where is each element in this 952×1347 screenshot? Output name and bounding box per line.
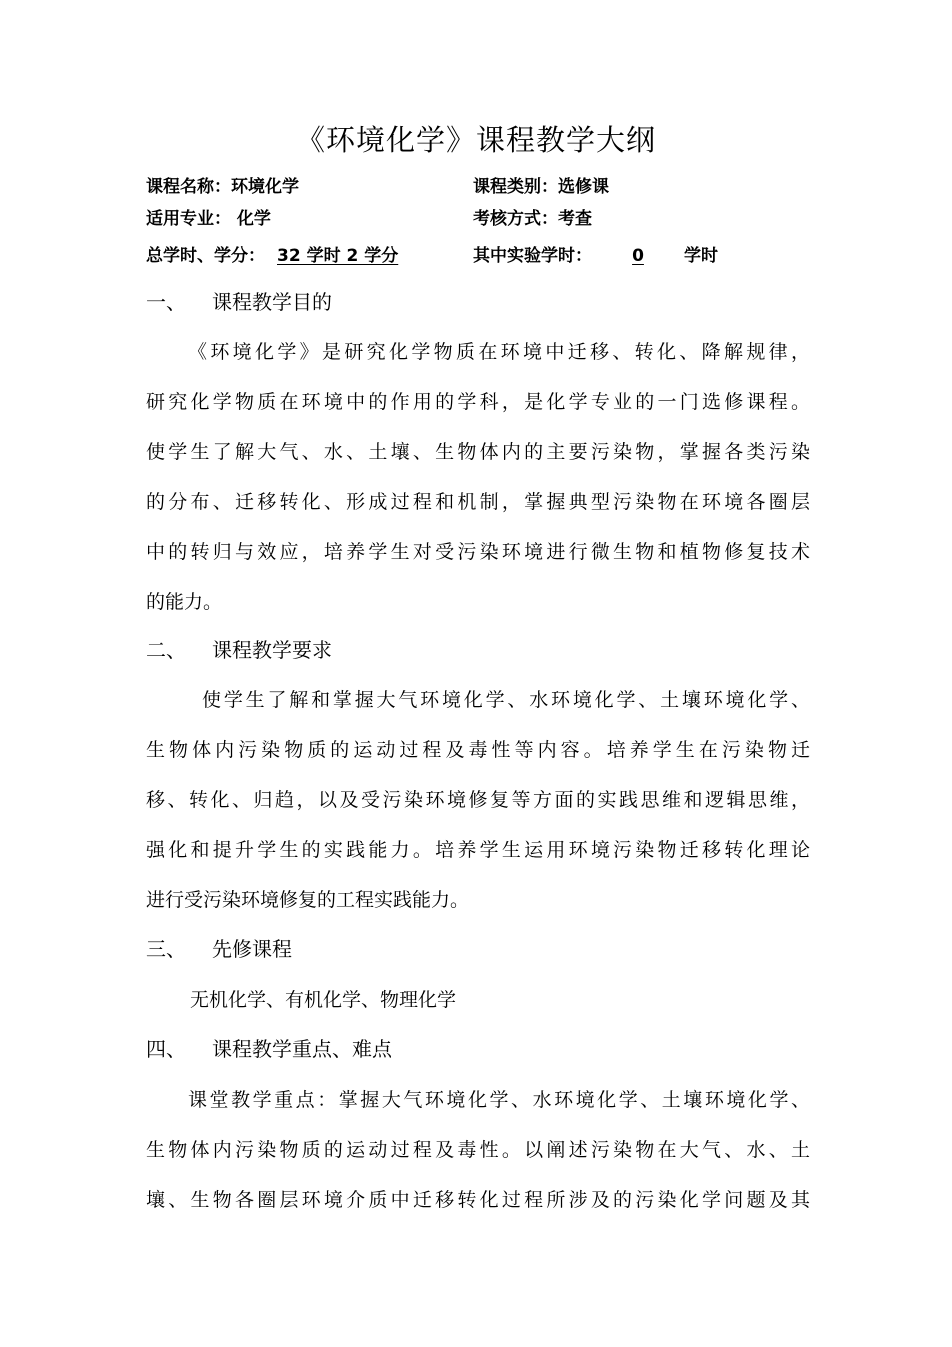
paragraph-line: 的能力。 [146,591,223,613]
section-number: 一、 [146,290,186,314]
paragraph-line: 生物体内污染物质的运动过程及毒性等内容。培养学生在污染物迁 [146,739,810,761]
major-label: 适用专业： [146,209,231,229]
paragraph-line: 生物体内污染物质的运动过程及毒性。以阐述污染物在大气、水、土 [146,1139,810,1161]
paragraph-line: 使学生了解大气、水、土壤、生物体内的主要污染物，掌握各类污染 [146,441,810,463]
paragraph-line: 进行受污染环境修复的工程实践能力。 [146,889,470,911]
section-paragraph [146,975,810,1025]
lab-hours-field [473,241,718,271]
paragraph-line: 研究化学物质在环境中的作用的学科，是化学专业的一门选修课程。 [146,391,810,413]
section-number: 二、 [146,638,186,662]
paragraph-line: 使学生了解和掌握大气环境化学、水环境化学、土壤环境化学、 [202,689,810,711]
paragraph-line: 《环境化学》是研究化学物质在环境中迁移、转化、降解规律， [188,341,810,363]
lab-hours-unit: 学时 [684,246,718,266]
hours-value: 32 学时 2 学分 [277,246,399,266]
section-paragraph [146,675,810,925]
section-paragraph [146,1075,810,1225]
section-title: 课程教学目的 [212,290,332,314]
course-type-value: 选修课 [558,177,609,197]
course-type-field [473,172,609,202]
meta-row-1 [146,172,826,202]
major-value: 化学 [236,209,271,229]
hours-label: 总学时、学分： [146,246,265,266]
assessment-field [473,204,592,234]
lab-hours-label: 其中实验学时： [473,246,592,266]
paragraph-line: 壤、生物各圈层环境介质中迁移转化过程所涉及的污染化学问题及其 [146,1189,810,1211]
section-number: 四、 [146,1037,186,1061]
major-field [146,204,271,234]
course-type-label: 课程类别： [473,177,558,197]
paragraph-line: 移、转化、归趋，以及受污染环境修复等方面的实践思维和逻辑思维， [146,789,810,811]
paragraph-line: 的分布、迁移转化、形成过程和机制，掌握典型污染物在环境各圈层 [146,491,810,513]
lab-hours-value: 0 [632,246,644,266]
paragraph-line: 强化和提升学生的实践能力。培养学生运用环境污染物迁移转化理论 [146,839,810,861]
assessment-value: 考查 [558,209,592,229]
section-title: 课程教学重点、难点 [212,1037,392,1061]
meta-row-3 [146,241,826,271]
course-name-label: 课程名称： [146,177,231,197]
paragraph-line: 课堂教学重点：掌握大气环境化学、水环境化学、土壤环境化学、 [188,1089,810,1111]
paragraph-line: 无机化学、有机化学、物理化学 [190,989,457,1011]
section-title: 先修课程 [212,937,292,961]
section-heading [146,933,292,965]
course-name-value: 环境化学 [231,177,299,197]
course-name-field [146,172,299,202]
hours-field [146,241,398,271]
section-heading [146,1033,392,1065]
section-paragraph [146,327,810,627]
paragraph-line: 中的转归与效应，培养学生对受污染环境进行微生物和植物修复技术 [146,541,810,563]
section-number: 三、 [146,937,186,961]
document-title: 《环境化学》课程教学大纲 [295,123,656,157]
section-title: 课程教学要求 [212,638,332,662]
section-heading [146,286,332,318]
meta-row-2 [146,204,826,234]
section-heading [146,634,332,666]
assessment-label: 考核方式： [473,209,558,229]
